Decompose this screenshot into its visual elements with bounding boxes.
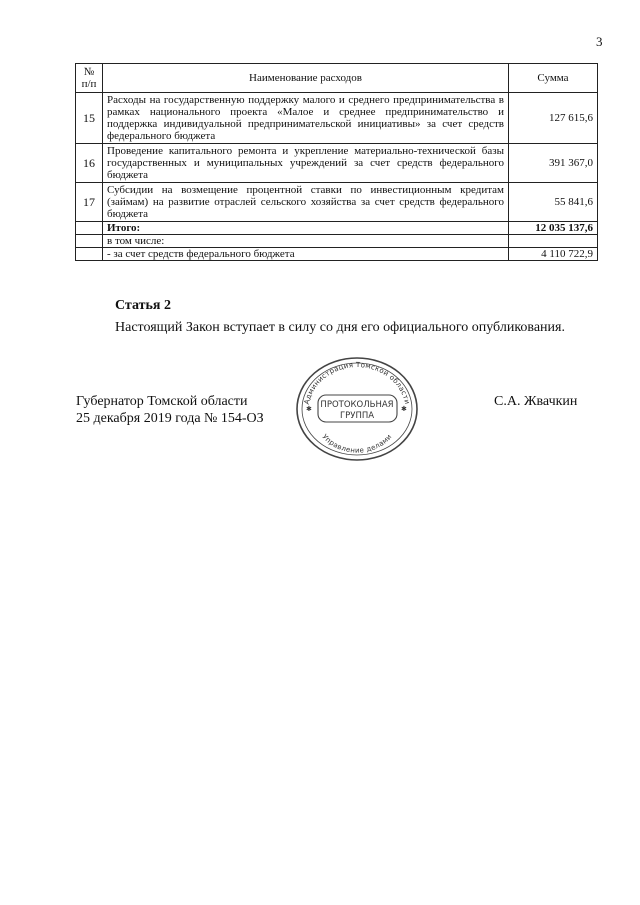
article-text: Настоящий Закон вступает в силу со дня его официального опубликования. xyxy=(115,320,565,335)
header-name: Наименование расходов xyxy=(103,64,509,93)
federal-num-cell xyxy=(76,248,103,261)
seal-star-left-icon: ✱ xyxy=(306,405,312,413)
table-row xyxy=(76,183,598,222)
table-row xyxy=(76,144,598,183)
header-sum: Сумма xyxy=(509,64,598,93)
federal-sum: 4 110 722,9 xyxy=(509,248,598,261)
total-sum: 12 035 137,6 xyxy=(509,222,598,235)
table-row xyxy=(76,93,598,144)
row-sum: 391 367,0 xyxy=(509,144,598,183)
governor-name: С.А. Жвачкин xyxy=(494,394,578,409)
federal-label: - за счет средств федерального бюджета xyxy=(103,248,509,261)
total-num-cell xyxy=(76,222,103,235)
row-sum: 127 615,6 xyxy=(509,93,598,144)
row-num: 16 xyxy=(76,144,103,183)
row-name: Проведение капитального ремонта и укрепление материально-технической базы государственных и муниципальных учреждений за счет средств федерального бюджета xyxy=(103,144,509,183)
row-name: Расходы на государственную поддержку малого и среднего предпринимательства в рамках национального проекта «Малое и среднее предпринимательство и поддержка индивидуальной предпринимательской инициативы» за счет средств федерального бюджета xyxy=(103,93,509,144)
including-label: в том числе: xyxy=(103,235,509,248)
seal-top-text: Администрация Томской области xyxy=(302,360,412,406)
seal-bottom-text: Управление делами xyxy=(320,432,394,455)
total-row xyxy=(76,222,598,235)
expenses-table xyxy=(75,63,598,261)
including-num-cell xyxy=(76,235,103,248)
seal-line2: ГРУППА xyxy=(339,411,375,421)
seal-line1: ПРОТОКОЛЬНАЯ xyxy=(320,400,394,410)
including-sum-cell xyxy=(509,235,598,248)
governor-title: Губернатор Томской области xyxy=(76,394,248,409)
header-num: № п/п xyxy=(76,64,103,93)
row-name: Субсидии на возмещение процентной ставки по инвестиционным кредитам (займам) на развитие отраслей сельского хозяйства за счет средств федерального бюджета xyxy=(103,183,509,222)
including-row xyxy=(76,235,598,248)
federal-row xyxy=(76,248,598,261)
table-header-row xyxy=(76,64,598,93)
page-number: 3 xyxy=(596,34,603,49)
law-date-number: 25 декабря 2019 года № 154-ОЗ xyxy=(76,411,264,426)
row-sum: 55 841,6 xyxy=(509,183,598,222)
article-title: Статья 2 xyxy=(115,298,171,313)
seal-star-right-icon: ✱ xyxy=(401,405,407,413)
svg-text:Управление делами xyxy=(321,433,394,455)
row-num: 15 xyxy=(76,93,103,144)
row-num: 17 xyxy=(76,183,103,222)
protocol-group-seal xyxy=(292,352,422,462)
total-label: Итого: xyxy=(103,222,509,235)
